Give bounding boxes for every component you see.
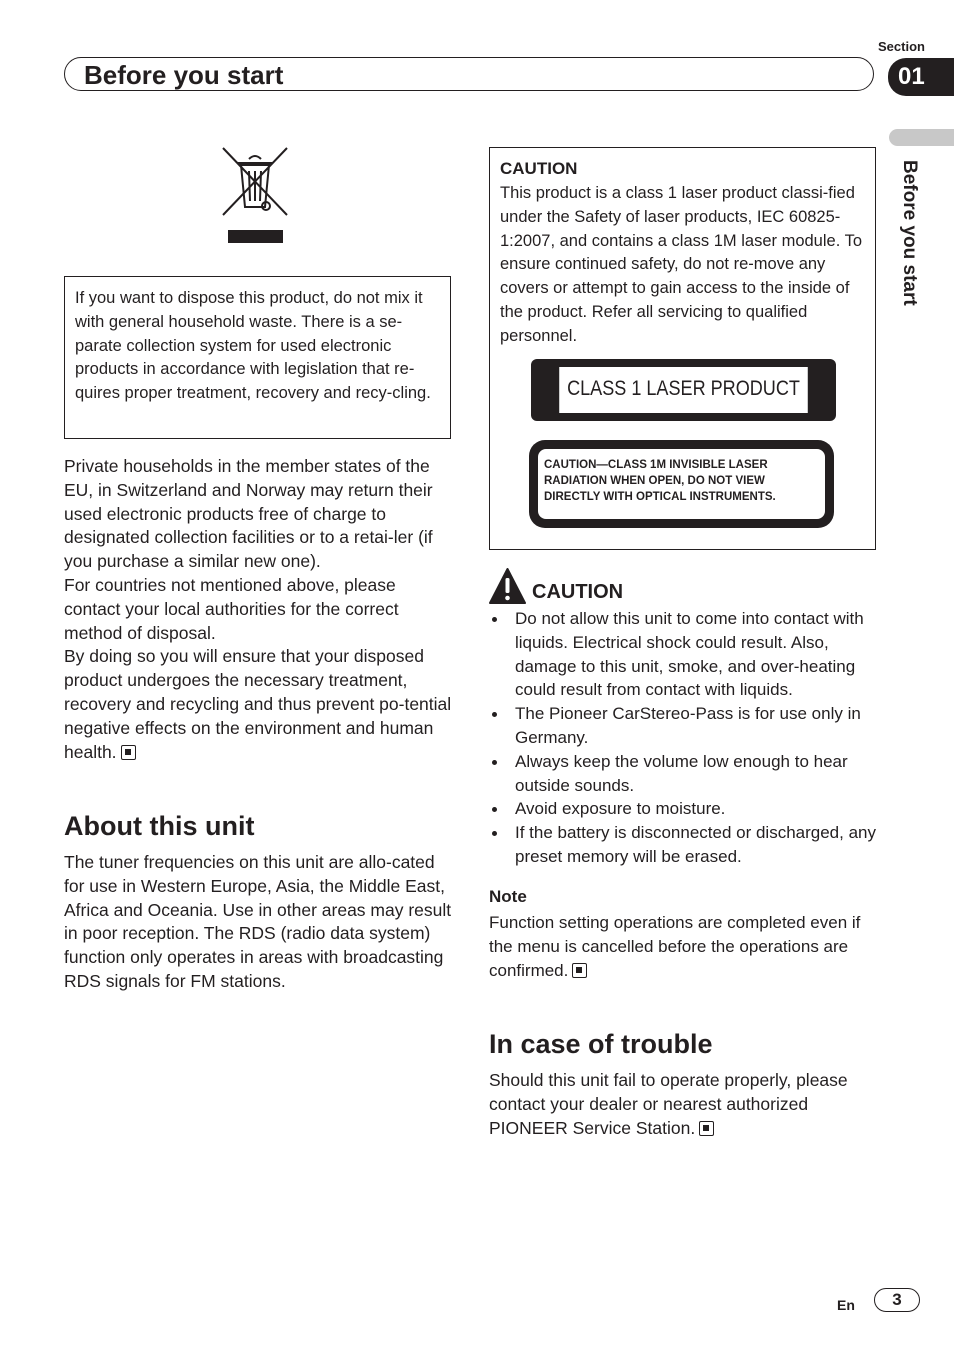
section-number-badge: 01 [888, 58, 954, 96]
warning-triangle-icon [489, 568, 526, 605]
list-item: Always keep the volume low enough to hear outside sounds. [489, 750, 881, 798]
trouble-text: Should this unit fail to operate properly, please contact your dealer or nearest authorized PIONEER Service Station. [489, 1070, 848, 1138]
bin-underline-bar [228, 230, 283, 243]
page-title: Before you start [84, 60, 284, 90]
note-text: Function setting operations are completed even if the menu is cancelled before the operations are confirmed. [489, 913, 861, 980]
warning-list [489, 607, 881, 869]
class1m-label-line: DIRECTLY WITH OPTICAL INSTRUMENTS. [544, 491, 776, 503]
list-item: The Pioneer CarStereo-Pass is for use only in Germany. [489, 702, 881, 750]
list-item: Avoid exposure to moisture. [489, 797, 881, 821]
about-heading: About this unit [64, 811, 255, 841]
end-of-section-icon [572, 963, 587, 978]
trouble-heading: In case of trouble [489, 1029, 713, 1059]
page-number: 3 [874, 1288, 920, 1312]
end-of-section-icon [121, 745, 136, 760]
class1-laser-label [531, 359, 836, 421]
side-tab-marker [889, 129, 954, 146]
disposal-paragraph: Private households in the member states of the EU, in Switzerland and Norway may return their used electronic products free of charge to designated collection facilities or to a retai-ler (if you purchase a similar new one). [64, 456, 433, 572]
disposal-paragraph-last [64, 645, 454, 764]
class1m-label-line: RADIATION WHEN OPEN, DO NOT VIEW [544, 475, 765, 487]
warning-heading: CAUTION [532, 581, 624, 603]
footer-language: En [837, 1297, 855, 1313]
class1m-label-line: CAUTION—CLASS 1M INVISIBLE LASER [544, 459, 768, 471]
disposal-paragraph: For countries not mentioned above, please contact your local authorities for the correct method of disposal. [64, 574, 399, 643]
class1-laser-label-text: CLASS 1 LASER PRODUCT [559, 367, 808, 413]
warning-heading-row [489, 568, 623, 605]
disposal-paragraphs [64, 455, 454, 764]
disposal-notice-box [64, 276, 451, 439]
about-text: The tuner frequencies on this unit are allo-cated for use in Western Europe, Asia, the Middle East, Africa and Oceania. Use in other areas may result in poor reception. The RDS (radio data system) function only operates in areas with broadcasting RDS signals for FM stations. [64, 852, 452, 991]
disposal-notice-text: If you want to dispose this product, do not mix it with general household waste. There is a se-parate collection system for used electronic products in accordance with legislation that re-quires proper treatment, recovery and recy-cling. [75, 289, 431, 403]
note-heading: Note [489, 887, 527, 906]
section-label: Section [878, 39, 925, 54]
class1m-laser-label [529, 440, 834, 528]
laser-caution-heading: CAUTION [500, 159, 578, 178]
class1m-laser-label-body [538, 449, 825, 519]
list-item: If the battery is disconnected or discharged, any preset memory will be erased. [489, 821, 881, 869]
side-tab-text: Before you start [899, 160, 920, 306]
trouble-paragraph [489, 1069, 881, 1140]
crossed-out-bin-icon [219, 145, 291, 219]
laser-caution-text: This product is a class 1 laser product classi-fied under the Safety of laser products, IEC 60825-1:2007, and contains a class 1M laser module. To ensure continued safety, do not re-move any covers or attempt to gain access to the inside of the product. Refer all servicing to qualified personnel. [500, 184, 862, 345]
note-paragraph [489, 911, 884, 982]
end-of-section-icon [699, 1121, 714, 1136]
list-item: Do not allow this unit to come into contact with liquids. Electrical shock could result. Also, damage to this unit, smoke, and over-heating could result from contact with liquids. [489, 607, 881, 702]
disposal-paragraph: By doing so you will ensure that your disposed product undergoes the necessary treatment, recovery and recycling and thus prevent po-tential negative effects on the environment and human health. [64, 646, 452, 762]
